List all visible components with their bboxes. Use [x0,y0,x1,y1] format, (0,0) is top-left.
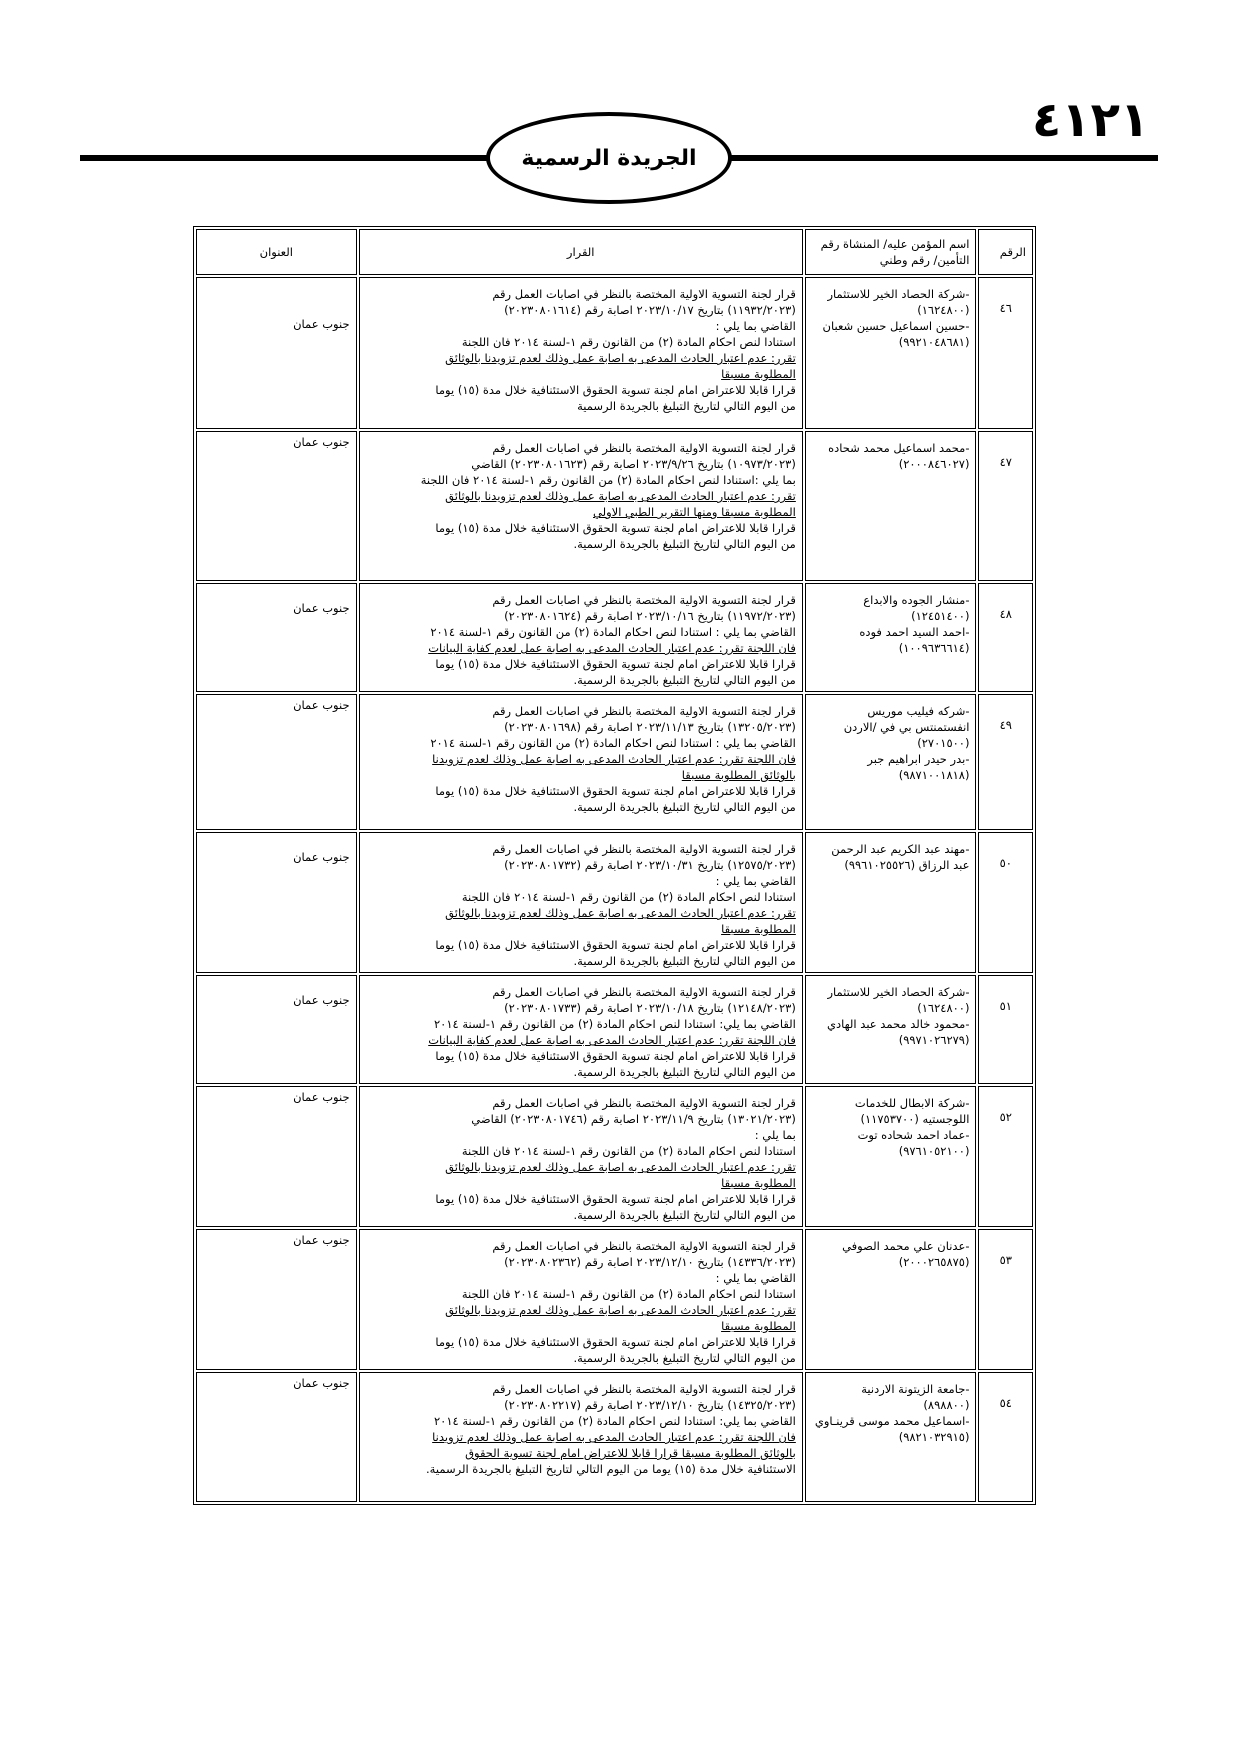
decision-line: المطلوبة مسبقا [721,1319,796,1333]
decision-line: المطلوبة مسبقا [721,922,796,936]
table-header-row [196,229,1033,275]
address: جنوب عمان [196,975,357,1084]
party-line: -جامعة الزيتونة الاردنية [861,1382,970,1396]
decision-line: المطلوبة مسبقا [721,1176,796,1190]
decision-line: قرارا قابلا للاعتراض امام لجنة تسوية الحقوق الاستئنافية خلال مدة (١٥) يوما [435,383,796,397]
row-number: ٥١ [978,975,1033,1084]
party-line: عبد الرزاق (٩٩٦١٠٢٥٥٢٦) [844,858,970,872]
party-line: -بدر حيدر ابراهيم جبر [867,752,970,766]
decision-line: القاضي بما يلي : استنادا لنص احكام المادة (٢) من القانون رقم ١-لسنة ٢٠١٤ [430,736,796,750]
row-number: ٥٠ [978,832,1033,973]
decision-line: من اليوم التالي لتاريخ التبليغ بالجريدة الرسمية. [573,673,796,687]
decision-line: قرار لجنة التسوية الاولية المختصة بالنظر في اصابات العمل رقم [492,287,796,301]
decision-line: القاضي بما يلي: استنادا لنص احكام المادة (٢) من القانون رقم ١-لسنة ٢٠١٤ [433,1414,796,1428]
decision-line: قرار لجنة التسوية الاولية المختصة بالنظر في اصابات العمل رقم [492,1382,796,1396]
decision-line: قرار لجنة التسوية الاولية المختصة بالنظر في اصابات العمل رقم [492,985,796,999]
decision-line: بالوثائق المطلوبة مسبقا [681,768,796,782]
page-number: ٤١٢١ [1032,92,1150,148]
records-body [196,277,1033,1502]
table-row [196,694,1033,830]
masthead-title: الجريدة الرسمية [486,112,732,204]
insured-party [805,1372,977,1502]
party-line: -محمد اسماعيل محمد شحاده [828,441,970,455]
decision-line: فان اللجنة تقرر: عدم اعتبار الحادث المدعى به اصابة عمل لعدم كفاية البيانات [428,1033,796,1047]
decision-line: الاستئنافية خلال مدة (١٥) يوما من اليوم التالي لتاريخ التبليغ بالجريدة الرسمية. [426,1462,796,1476]
decision-line: من اليوم التالي لتاريخ التبليغ بالجريدة الرسمية. [573,954,796,968]
decision-line: تقرر: عدم اعتبار الحادث المدعى به اصابة عمل وذلك لعدم تزويدنا بالوثائق [445,906,796,920]
decision-line: من اليوم التالي لتاريخ التبليغ بالجريدة الرسمية. [573,1208,796,1222]
decision-line: قرارا قابلا للاعتراض امام لجنة تسوية الحقوق الاستئنافية خلال مدة (١٥) يوما [435,938,796,952]
decision-line: قرار لجنة التسوية الاولية المختصة بالنظر في اصابات العمل رقم [492,1239,796,1253]
header-decision: القرار [359,229,803,275]
party-line: -عماد احمد شحاده توت [857,1128,970,1142]
decision-line: القاضي بما يلي : [715,874,796,888]
decision-line: تقرر: عدم اعتبار الحادث المدعى به اصابة عمل وذلك لعدم تزويدنا بالوثائق [445,1160,796,1174]
party-line: -شركة الابطال للخدمات [854,1096,970,1110]
party-line: (٩٨٢١٠٣٢٩١٥) [898,1430,970,1444]
decision-line: بما يلي :استنادا لنص احكام المادة (٢) من القانون رقم ١-لسنة ٢٠١٤ فان اللجنة [420,473,796,487]
table-row [196,1372,1033,1502]
decision-line: (١٤٣٣٦/٢٠٢٣) بتاريخ ٢٠٢٣/١٢/١٠ اصابة رقم (٢٠٢٣٠٨٠٢٣٦٢) [504,1255,796,1269]
decision-text [359,694,803,830]
party-line: (٩٧٦١٠٥٢١٠٠) [898,1144,970,1158]
address: جنوب عمان [196,583,357,692]
decision-line: بالوثائق المطلوبة مسبقا قرارا قابلا للاعتراض امام لجنة تسوية الحقوق [465,1446,796,1460]
party-line: (٩٨٧١٠٠١٨١٨) [898,768,970,782]
party-line: اللوجستيه (١١٧٥٣٧٠٠) [860,1112,970,1126]
party-line: (٨٩٨٨٠٠) [923,1398,970,1412]
party-line: (٢٠٠٠٢٦٥٨٧٥) [898,1255,970,1269]
decision-line: (١٢٥٧٥/٢٠٢٣) بتاريخ ٢٠٢٣/١٠/٣١ اصابة رقم (٢٠٢٣٠٨٠١٧٣٢) [504,858,796,872]
insured-party [805,975,977,1084]
decision-line: قرار لجنة التسوية الاولية المختصة بالنظر في اصابات العمل رقم [492,441,796,455]
table-row [196,975,1033,1084]
insured-party [805,832,977,973]
header-address: العنوان [196,229,357,275]
decision-line: (١٠٩٧٣/٢٠٢٣) بتاريخ ٢٠٢٣/٩/٢٦ اصابة رقم (٢٠٢٣٠٨٠١٦٢٣) القاضي [471,457,796,471]
decision-line: قرارا قابلا للاعتراض امام لجنة تسوية الحقوق الاستئنافية خلال مدة (١٥) يوما [435,1192,796,1206]
table-row [196,583,1033,692]
table-row [196,832,1033,973]
address: جنوب عمان [196,1229,357,1370]
party-line: -عدنان علي محمد الصوفي [842,1239,970,1253]
decision-line: من اليوم التالي لتاريخ التبليغ بالجريدة الرسمية. [573,1351,796,1365]
decision-line: المطلوبة مسبقا ومنها التقرير الطبي الاولي [593,505,796,519]
decision-line: فان اللجنة تقرر: عدم اعتبار الحادث المدعى به اصابة عمل لعدم كفاية البيانات [428,641,796,655]
party-line: (١٢٤٥١٤٠٠) [911,609,970,623]
table-row [196,431,1033,581]
decision-line: المطلوبة مسبقا [721,367,796,381]
decision-line: استنادا لنص احكام المادة (٢) من القانون رقم ١-لسنة ٢٠١٤ فان اللجنة [461,1144,796,1158]
decision-line: تقرر: عدم اعتبار الحادث المدعى به اصابة عمل وذلك لعدم تزويدنا بالوثائق [445,1303,796,1317]
party-line: (٩٩٧١٠٢٦٢٧٩) [898,1033,970,1047]
decision-line: من اليوم التالي لتاريخ التبليغ بالجريدة الرسمية. [573,537,796,551]
party-line: (٩٩٢١٠٤٨٦٨١) [898,335,970,349]
row-number: ٤٦ [978,277,1033,429]
decision-line: فان اللجنة تقرر: عدم اعتبار الحادث المدعى به اصابة عمل وذلك لعدم تزويدنا [432,752,796,766]
decision-line: القاضي بما يلي : استنادا لنص احكام المادة (٢) من القانون رقم ١-لسنة ٢٠١٤ [430,625,796,639]
decision-line: (١٤٣٢٥/٢٠٢٣) بتاريخ ٢٠٢٣/١٢/١٠ اصابة رقم (٢٠٢٣٠٨٠٢٢١٧) [504,1398,796,1412]
decision-line: قرارا قابلا للاعتراض امام لجنة تسوية الحقوق الاستئنافية خلال مدة (١٥) يوما [435,1335,796,1349]
decision-line: القاضي بما يلي : [715,1271,796,1285]
decision-line: بما يلي : [754,1128,796,1142]
address: جنوب عمان [196,1372,357,1502]
row-number: ٥٤ [978,1372,1033,1502]
decision-line: (١٢١٤٨/٢٠٢٣) بتاريخ ٢٠٢٣/١٠/١٨ اصابة رقم (٢٠٢٣٠٨٠١٧٣٣) [504,1001,796,1015]
party-line: (١٦٢٤٨٠٠) [917,303,970,317]
decision-text [359,1372,803,1502]
decision-text [359,431,803,581]
row-number: ٥٣ [978,1229,1033,1370]
party-line: -مهند عبد الكريم عبد الرحمن [831,842,970,856]
decision-text [359,1086,803,1227]
party-line: -شركه فيليب موريس [867,704,970,718]
row-number: ٤٩ [978,694,1033,830]
party-line: -محمود خالد محمد عبد الهادي [827,1017,970,1031]
decision-text [359,832,803,973]
party-line: -شركة الحصاد الخير للاستثمار [827,985,970,999]
party-line: -اسماعيل محمد موسى قرينـاوي [814,1414,970,1428]
decision-line: تقرر: عدم اعتبار الحادث المدعى به اصابة عمل وذلك لعدم تزويدنا بالوثائق [445,489,796,503]
decision-line: قرار لجنة التسوية الاولية المختصة بالنظر في اصابات العمل رقم [492,1096,796,1110]
decision-line: قرار لجنة التسوية الاولية المختصة بالنظر في اصابات العمل رقم [492,593,796,607]
party-line: -منشار الجوده والابداع [863,593,970,607]
party-line: -حسين اسماعيل حسين شعبان [822,319,970,333]
insured-party [805,583,977,692]
row-number: ٤٧ [978,431,1033,581]
decision-line: قرارا قابلا للاعتراض امام لجنة تسوية الحقوق الاستئنافية خلال مدة (١٥) يوما [435,1049,796,1063]
decision-line: (١١٩٧٢/٢٠٢٣) بتاريخ ٢٠٢٣/١٠/١٦ اصابة رقم (٢٠٢٣٠٨٠١٦٢٤) [504,609,796,623]
decision-line: من اليوم التالي لتاريخ التبليغ بالجريدة الرسمية. [573,1065,796,1079]
address: جنوب عمان [196,1086,357,1227]
decision-line: قرارا قابلا للاعتراض امام لجنة تسوية الحقوق الاستئنافية خلال مدة (١٥) يوما [435,784,796,798]
decision-line: القاضي بما يلي: استنادا لنص احكام المادة (٢) من القانون رقم ١-لسنة ٢٠١٤ [433,1017,796,1031]
decision-line: (١١٩٣٢/٢٠٢٣) بتاريخ ٢٠٢٣/١٠/١٧ اصابة رقم (٢٠٢٣٠٨٠١٦١٤) [504,303,796,317]
decision-line: من اليوم التالي لتاريخ التبليغ بالجريدة الرسمية. [573,800,796,814]
decision-text [359,583,803,692]
decision-line: (١٣٢٠٥/٢٠٢٣) بتاريخ ٢٠٢٣/١١/١٣ اصابة رقم (٢٠٢٣٠٨٠١٦٩٨) [504,720,796,734]
header-party: اسم المؤمن عليه/ المنشاة رقم التأمين/ رقم وطني [805,229,977,275]
insured-party [805,694,977,830]
decision-line: (١٣٠٢١/٢٠٢٣) بتاريخ ٢٠٢٣/١١/٩ اصابة رقم (٢٠٢٣٠٨٠١٧٤٦) القاضي [471,1112,796,1126]
decision-line: فان اللجنة تقرر: عدم اعتبار الحادث المدعى به اصابة عمل وذلك لعدم تزويدنا [432,1430,796,1444]
insured-party [805,431,977,581]
table-row [196,277,1033,429]
decision-line: استنادا لنص احكام المادة (٢) من القانون رقم ١-لسنة ٢٠١٤ فان اللجنة [461,335,796,349]
table-row [196,1086,1033,1227]
party-line: (١٦٢٤٨٠٠) [917,1001,970,1015]
decision-text [359,975,803,1084]
address: جنوب عمان [196,694,357,830]
decision-line: قرارا قابلا للاعتراض امام لجنة تسوية الحقوق الاستئنافية خلال مدة (١٥) يوما [435,657,796,671]
address: جنوب عمان [196,277,357,429]
party-line: -احمد السيد احمد فوده [859,625,970,639]
decision-line: من اليوم التالي لتاريخ التبليغ بالجريدة الرسمية [577,399,796,413]
decision-line: القاضي بما يلي : [715,319,796,333]
decision-line: قرارا قابلا للاعتراض امام لجنة تسوية الحقوق الاستئنافية خلال مدة (١٥) يوما [435,521,796,535]
insured-party [805,277,977,429]
decision-line: قرار لجنة التسوية الاولية المختصة بالنظر في اصابات العمل رقم [492,842,796,856]
decision-line: استنادا لنص احكام المادة (٢) من القانون رقم ١-لسنة ٢٠١٤ فان اللجنة [461,890,796,904]
decision-text [359,1229,803,1370]
decision-text [359,277,803,429]
address: جنوب عمان [196,832,357,973]
header-number: الرقم [978,229,1033,275]
decision-line: قرار لجنة التسوية الاولية المختصة بالنظر في اصابات العمل رقم [492,704,796,718]
party-line: (١٠٠٩٦٣٦٦١٤) [898,641,970,655]
party-line: انفستمنتس بي في /الاردن [843,720,970,734]
row-number: ٥٢ [978,1086,1033,1227]
party-line: (٢٠٠٠٨٤٦٠٢٧) [898,457,970,471]
row-number: ٤٨ [978,583,1033,692]
party-line: (٢٧٠١٥٠٠) [917,736,970,750]
decision-line: تقرر: عدم اعتبار الحادث المدعى به اصابة عمل وذلك لعدم تزويدنا بالوثائق [445,351,796,365]
address: جنوب عمان [196,431,357,581]
table-row [196,1229,1033,1370]
decision-line: استنادا لنص احكام المادة (٢) من القانون رقم ١-لسنة ٢٠١٤ فان اللجنة [461,1287,796,1301]
party-line: -شركة الحصاد الخير للاستثمار [827,287,970,301]
insured-party [805,1229,977,1370]
records-table [193,226,1036,1505]
insured-party [805,1086,977,1227]
